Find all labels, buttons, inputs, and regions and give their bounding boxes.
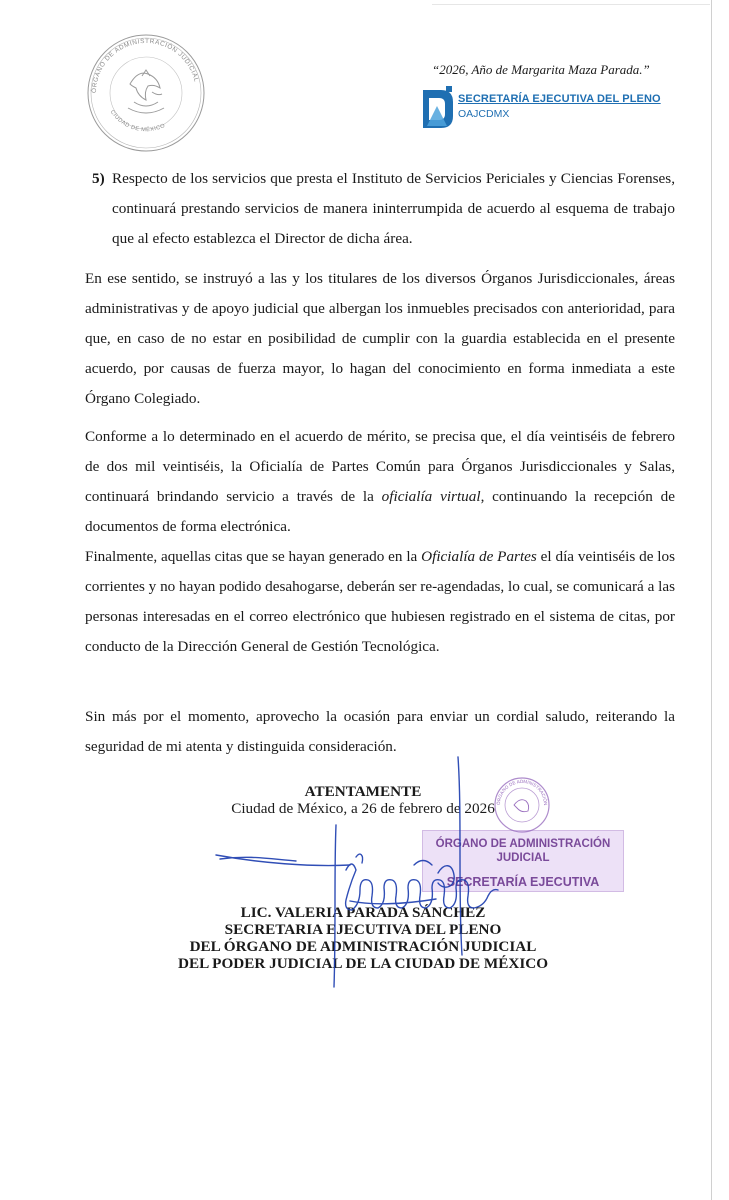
paragraph-citas-part-a: Finalmente, aquellas citas que se hayan generado en la [85,548,422,565]
stamp-line-2: JUDICIAL [496,852,550,864]
seal-ring-text: ÓRGANO DE ADMINISTRACIÓN JUDICIAL [90,37,200,94]
list-item-5 [92,164,675,254]
paragraph-oficialia-part-b: , continuando la recepción de documentos de forma electrónica. [85,488,675,535]
paragraph-oficialia [85,422,675,542]
signer-title-2: DEL ÓRGANO DE ADMINISTRACIÓN JUDICIAL [189,938,537,955]
year-motto: “2026, Año de Margarita Maza Parada.” [432,62,650,77]
paragraph-closing: Sin más por el momento, aprovecho la ocasión para enviar un cordial saludo, reiterando la seguridad de mi atenta y distinguida consideración. [85,708,675,755]
stamp-line-3: SECRETARÍA EJECUTIVA [446,875,600,889]
scan-edge-line [711,0,712,1200]
national-seal [82,32,210,154]
salutation: ATENTAMENTE [304,783,422,800]
logo-subtitle: OAJCDMX [458,108,510,120]
paragraph-citas-emphasis: Oficialía de Partes [421,548,537,565]
list-item-number: 5) [92,170,105,187]
paragraph-instruction: En ese sentido, se instruyó a las y los titulares de los diversos Órganos Jurisdiccionales, áreas administrativas y de apoyo judicial que albergan los inmuebles precisados con anterioridad, para que, en caso de no estar en posibilidad de cumplir con la guardia establecida en el presente acuerdo, por causas de fuerza mayor, lo hagan del conocimiento en forma inmediata a este Órgano Colegiado. [85,270,675,407]
stamp-line-1: ÓRGANO DE ADMINISTRACIÓN [435,838,611,850]
stamp-round-seal [492,775,552,835]
seal-bottom-text: CIUDAD DE MÉXICO [108,109,167,134]
place-date: Ciudad de México, a 26 de febrero de 2026 [231,800,495,817]
svg-text:CIUDAD DE MÉXICO [109,109,167,133]
handwritten-signature [200,755,500,995]
list-item-text: Respecto de los servicios que presta el Instituto de Servicios Periciales y Ciencias Forenses, continuará prestando servicios de manera ininterrumpida de acuerdo al esquema de trabajo que al efecto establezca el Director de dicha área. [112,170,675,247]
paragraph-citas [85,542,675,662]
svg-text:ÓRGANO DE ADMINISTRACIÓN JUDIC [492,775,549,806]
secretaria-logo-icon [421,86,455,132]
scan-top-mark [432,0,710,5]
eagle-emblem [128,70,164,113]
paragraph-citas-part-b: el día veintiséis de los corrientes y no hayan podido desahogarse, deberán ser re-agendadas, lo cual, se comunicará a las personas interesadas en el correo electrónico que hubiesen registrado en el sistema de citas, por conducto de la Dirección General de Gestión Tecnológica. [85,548,676,655]
signer-name: LIC. VALERIA PARADA SÁNCHEZ [240,904,486,921]
logo-title: SECRETARÍA EJECUTIVA DEL PLENO [458,93,661,105]
signer-title-3: DEL PODER JUDICIAL DE LA CIUDAD DE MÉXICO [177,955,549,972]
svg-text:ÓRGANO DE ADMINISTRACIÓN JUDIC [89,38,200,93]
stamp-seal-text: ÓRGANO DE ADMINISTRACIÓN [495,778,549,806]
paragraph-oficialia-emphasis: oficialía virtual [381,488,481,505]
signer-title-1: SECRETARIA EJECUTIVA DEL PLENO [224,921,502,938]
paragraph-oficialia-part-a: Conforme a lo determinado en el acuerdo de mérito, se precisa que, el día veintiséis de febrero de dos mil veintiséis, la Oficialía de Partes Común para Órganos Jurisdiccionales y Salas, continuará brindando servicio a través de la [85,428,675,505]
